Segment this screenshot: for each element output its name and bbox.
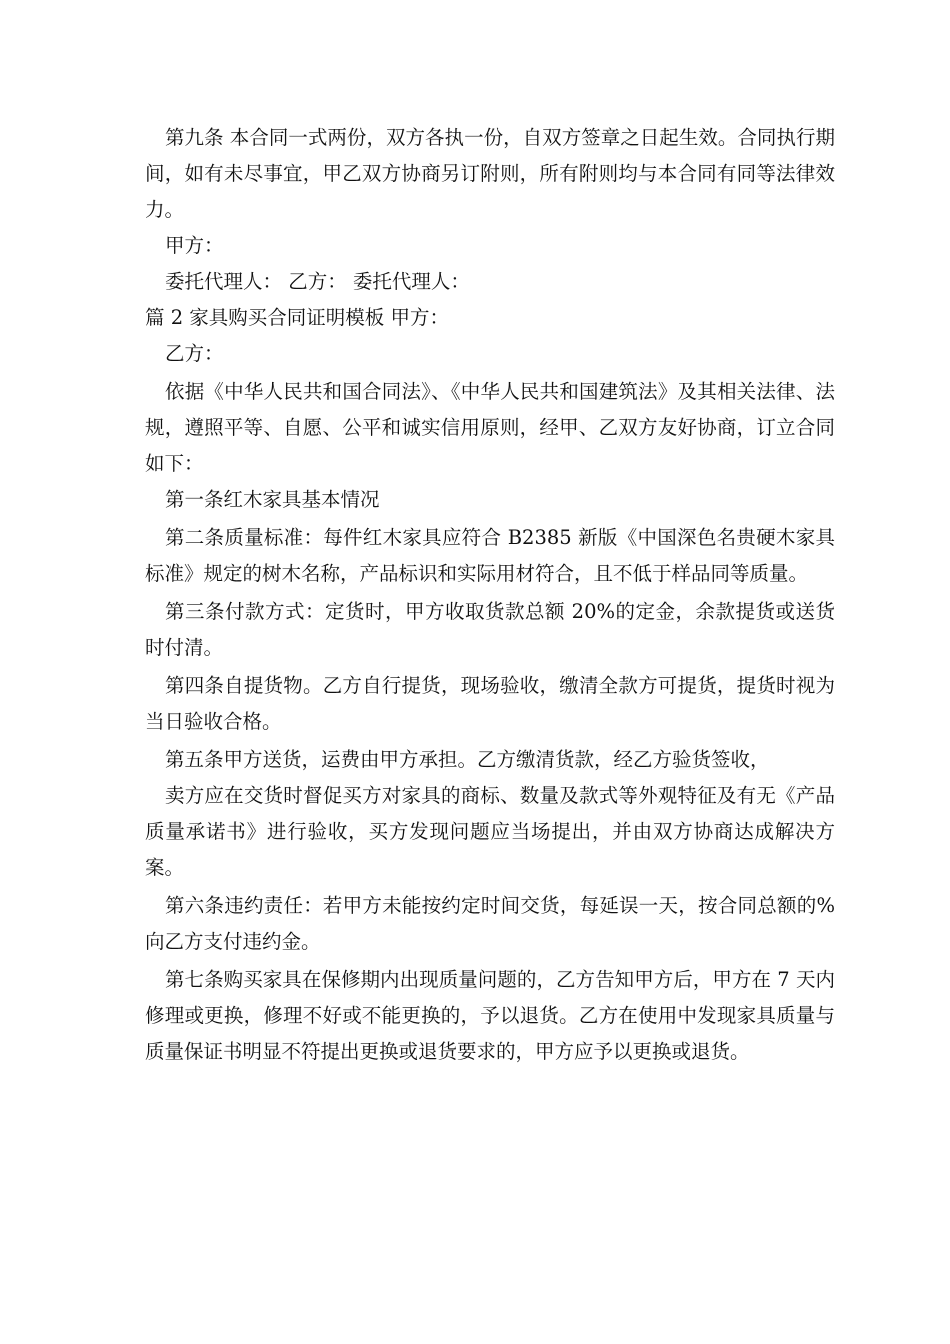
paragraph-article-9: 第九条 本合同一式两份，双方各执一份，自双方签章之日起生效。合同执行期间，如有未尽事宜，甲乙双方协商另订附则，所有附则均与本合同有同等法律效力。 bbox=[145, 126, 835, 221]
paragraph-agents: 委托代理人： 乙方： 委托代理人： bbox=[165, 270, 470, 293]
paragraph-article-7: 第七条购买家具在保修期内出现质量问题的，乙方告知甲方后，甲方在 7 天内修理或更换，修理不好或不能更换的，予以退货。乙方在使用中发现家具质量与质量保证书明显不符提出更换或退货要求的，甲方应予以更换或退货。 bbox=[145, 968, 835, 1063]
paragraph-preamble: 依据《中华人民共和国合同法》、《中华人民共和国建筑法》及其相关法律、法规，遵照平等、自愿、公平和诚实信用原则，经甲、乙双方友好协商，订立合同如下： bbox=[145, 380, 835, 475]
document-body bbox=[145, 120, 835, 1070]
paragraph-party-b: 乙方： bbox=[165, 342, 224, 365]
paragraph-article-4: 第四条自提货物。乙方自行提货，现场验收，缴清全款方可提货，提货时视为当日验收合格。 bbox=[145, 674, 835, 733]
paragraph-party-a: 甲方： bbox=[165, 234, 224, 257]
paragraph-article-2: 第二条质量标准：每件红木家具应符合 B2385 新版《中国深色名贵硬木家具标准》规定的树木名称，产品标识和实际用材符合，且不低于样品同等质量。 bbox=[145, 526, 835, 585]
paragraph-article-6: 第六条违约责任：若甲方未能按约定时间交货，每延误一天，按合同总额的%向乙方支付违约金。 bbox=[145, 894, 835, 953]
paragraph-article-3: 第三条付款方式：定货时，甲方收取货款总额 20%的定金，余款提货或送货时付清。 bbox=[145, 600, 835, 659]
paragraph-inspection: 卖方应在交货时督促买方对家具的商标、数量及款式等外观特征及有无《产品质量承诺书》进行验收，买方发现问题应当场提出，并由双方协商达成解决方案。 bbox=[145, 784, 835, 879]
paragraph-section-2-heading: 篇 2 家具购买合同证明模板 甲方： bbox=[145, 306, 450, 329]
paragraph-article-5: 第五条甲方送货，运费由甲方承担。乙方缴清货款，经乙方验货签收， bbox=[165, 748, 770, 771]
paragraph-article-1: 第一条红木家具基本情况 bbox=[165, 488, 380, 511]
